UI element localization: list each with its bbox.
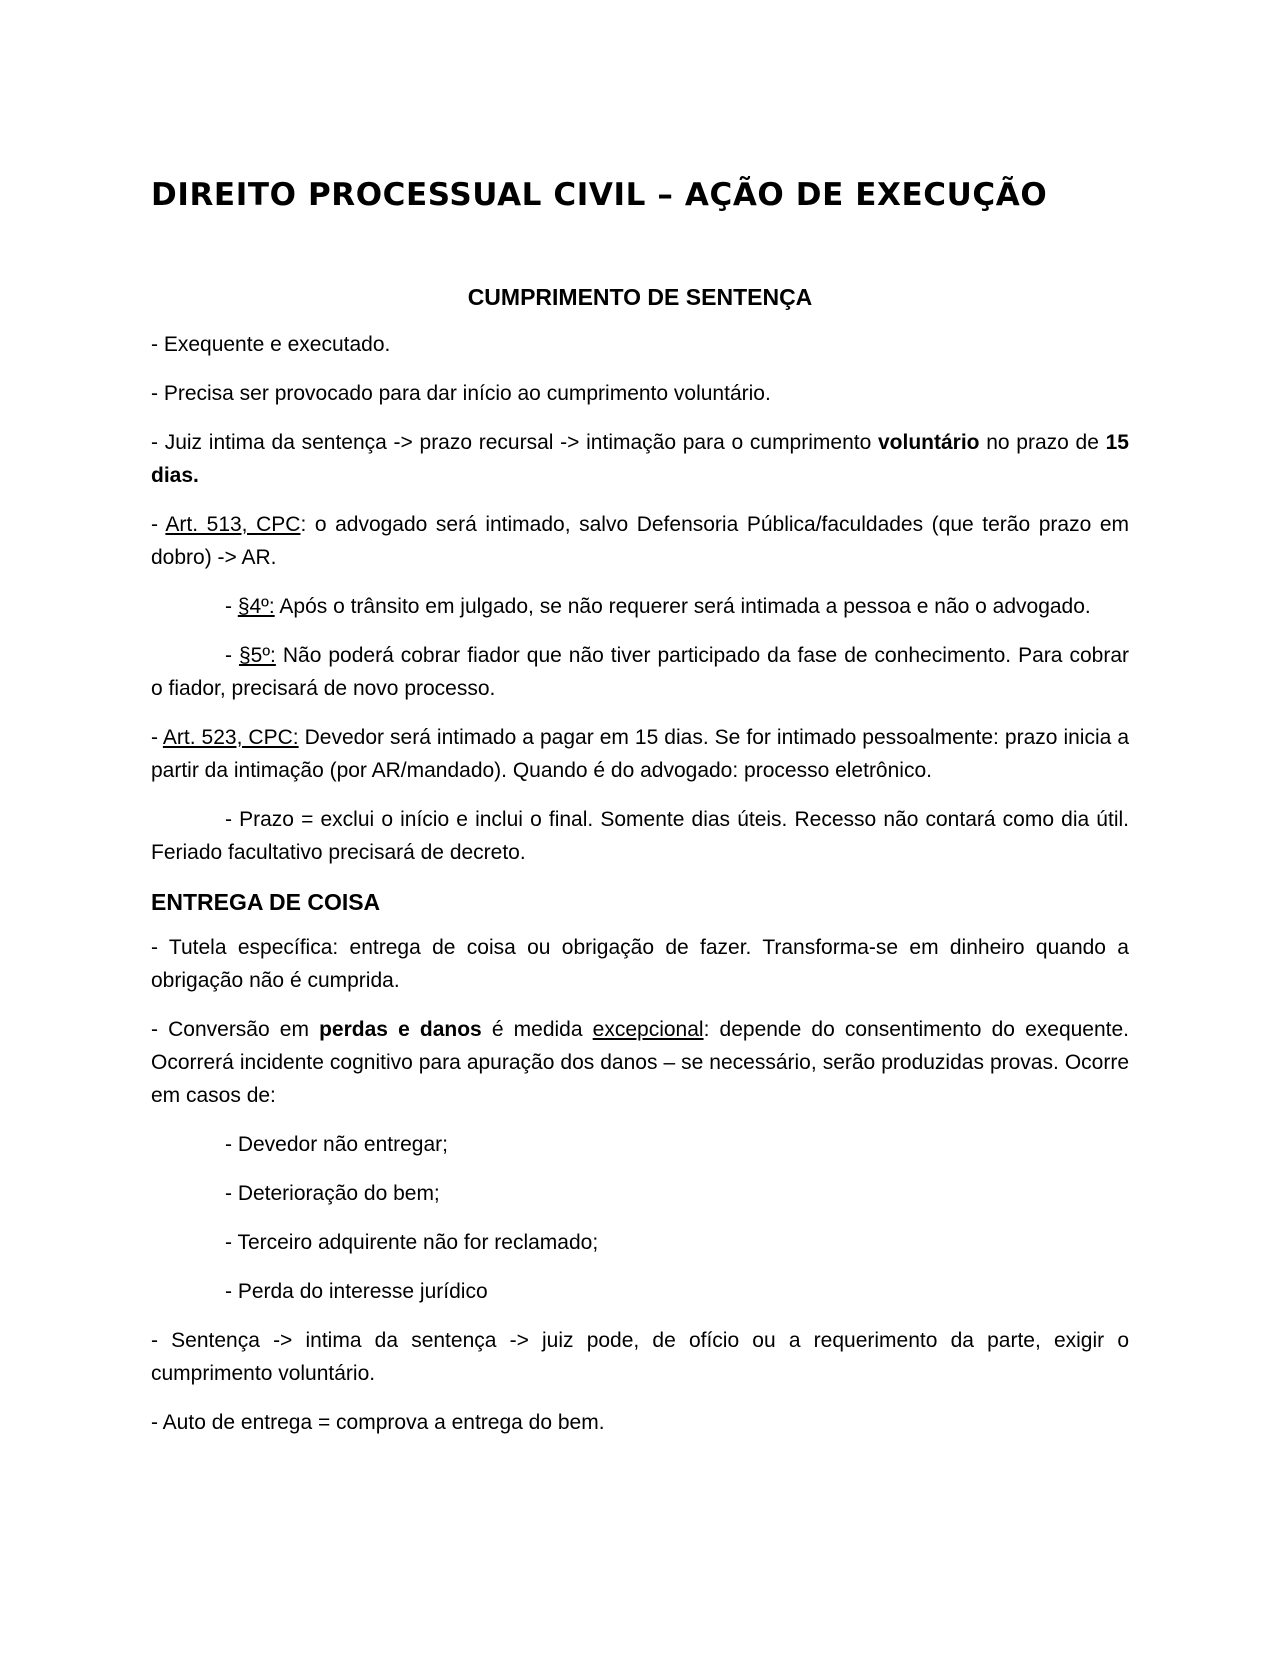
paragraph bbox=[151, 721, 1129, 787]
section-heading-cumprimento: CUMPRIMENTO DE SENTENÇA bbox=[467, 284, 813, 310]
paragraph bbox=[151, 590, 1129, 623]
text-run: - bbox=[225, 644, 239, 667]
paragraph: - Exequente e executado. bbox=[151, 333, 391, 356]
underlined-text: §4º: bbox=[237, 595, 275, 618]
text-run: - bbox=[151, 513, 166, 536]
list-item: - Deterioração do bem; bbox=[225, 1182, 440, 1205]
text-run: - Juiz intima da sentença -> prazo recursal -> intimação para o cumprimento bbox=[151, 431, 878, 454]
text-run: - bbox=[225, 595, 238, 618]
document-page bbox=[151, 172, 1129, 1455]
paragraph bbox=[151, 639, 1129, 705]
bold-text: 15 dias. bbox=[151, 431, 1129, 487]
paragraph bbox=[151, 426, 1129, 492]
bold-text: voluntário bbox=[877, 431, 980, 454]
list-item: - Perda do interesse jurídico bbox=[225, 1280, 488, 1303]
text-run: - bbox=[151, 726, 163, 749]
paragraph: - Auto de entrega = comprova a entrega do bem. bbox=[151, 1411, 605, 1434]
list-item: - Terceiro adquirente não for reclamado; bbox=[225, 1231, 599, 1254]
underlined-text: §5º: bbox=[238, 644, 276, 667]
bold-text: perdas e danos bbox=[319, 1018, 482, 1041]
section-heading-entrega: ENTREGA DE COISA bbox=[151, 889, 381, 915]
text-run: Após o trânsito em julgado, se não requerer será intimada a pessoa e não o advogado. bbox=[274, 595, 1091, 618]
paragraph: - Precisa ser provocado para dar início ao cumprimento voluntário. bbox=[151, 382, 771, 405]
paragraph bbox=[151, 508, 1129, 574]
text-run: - Conversão em bbox=[151, 1018, 320, 1041]
paragraph bbox=[151, 1013, 1129, 1112]
text-run: : o advogado será intimado, salvo Defensoria Pública/faculdades (que terão prazo em dobro) -> AR. bbox=[151, 513, 1129, 569]
paragraph: - Tutela específica: entrega de coisa ou obrigação de fazer. Transforma-se em dinheiro quando a obrigação não é cumprida. bbox=[151, 936, 1129, 992]
text-run: no prazo de bbox=[979, 431, 1106, 454]
underlined-text: Art. 513, CPC bbox=[165, 513, 301, 536]
list-item: - Devedor não entregar; bbox=[225, 1133, 448, 1156]
paragraph: - Sentença -> intima da sentença -> juiz pode, de ofício ou a requerimento da parte, exigir o cumprimento voluntário. bbox=[151, 1329, 1129, 1385]
text-run: Devedor será intimado a pagar em 15 dias. Se for intimado pessoalmente: prazo inicia a partir da intimação (por AR/mandado). Quando é do advogado: processo eletrônico. bbox=[151, 726, 1129, 782]
text-run: : depende do consentimento do exequente. Ocorrerá incidente cognitivo para apuração dos danos – se necessário, serão produzidas provas. Ocorre em casos de: bbox=[151, 1018, 1130, 1107]
paragraph: - Prazo = exclui o início e inclui o final. Somente dias úteis. Recesso não contará como dia útil. Feriado facultativo precisará de decreto. bbox=[151, 808, 1129, 864]
underlined-text: excepcional bbox=[592, 1018, 704, 1041]
document-title: DIREITO PROCESSUAL CIVIL – AÇÃO DE EXECUÇÃO bbox=[151, 177, 1048, 213]
underlined-text: Art. 523, CPC: bbox=[162, 726, 299, 749]
text-run: Não poderá cobrar fiador que não tiver participado da fase de conhecimento. Para cobrar o fiador, precisará de novo processo. bbox=[151, 644, 1129, 700]
text-run: é medida bbox=[481, 1018, 593, 1041]
